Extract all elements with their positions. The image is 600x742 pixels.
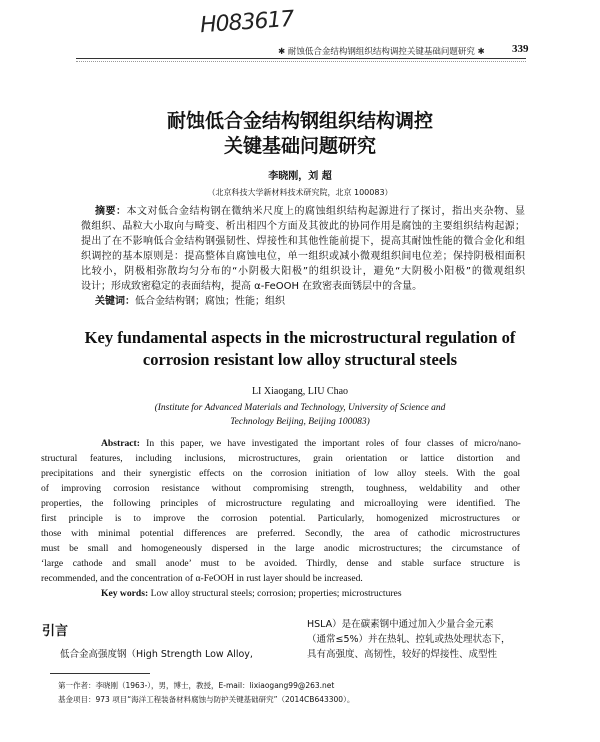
abstract-en-line: recommended, and the concentration of α-FeOOH in rust layer should be increased. (41, 573, 363, 584)
abstract-cn-line: 摘要：本文对低合金结构钢在微纳米尺度上的腐蚀组织结构起源进行了探讨，指出夹杂物、显 (95, 206, 525, 217)
abstract-en-line: those with minimal potential differences are preferred. Secondly, the area of cathodic microstructures (41, 528, 520, 539)
abstract-cn-line: 提出了在不影响低合金结构钢强韧性、焊接性和其他性能前提下，提高其耐蚀性能的微合金化和组 (81, 236, 525, 247)
abstract-en-line: ‘large cathode and small anode’ must to be avoided. Thirdly, dense and stable surface structure is (41, 558, 520, 569)
section-heading: 引言 (42, 624, 69, 639)
authors-en: LI Xiaogang, LIU Chao (251, 386, 349, 397)
abstract-en-line: Abstract: In this paper, we have investigated the important roles of four classes of micro/nano- (101, 438, 522, 449)
body-left-line: 低合金高强度钢（High Strength Low Alloy, (60, 649, 253, 660)
abstract-en-line: properties, the following principles of microstructure regulating and microalloying were identified. The (41, 498, 520, 509)
abstract-cn-line: 比较小，阴极相弥散均匀分布的“小阴极大阳极”的组织设计，避免“大阴极小阳极”的微观组织 (81, 266, 525, 277)
running-header-text: 耐蚀低合金结构钢组织结构调控关键基础问题研究 (287, 47, 475, 57)
title-en-line-1: Key fundamental aspects in the microstructural regulation of (84, 328, 516, 347)
body-right-line: 具有高强度、高韧性，较好的焊接性、成型性 (307, 649, 498, 660)
footnote-rule (50, 673, 150, 674)
abstract-en-line: precipitations and their synergistic effects on the corrosion initiation of low alloy steels. With the goal (41, 468, 520, 479)
affiliation-en-line-2: Technology Beijing, Beijing 100083) (230, 417, 370, 427)
abstract-en-line: structural features, including inclusions, microstructures, grain orientation or lattice distortion and (41, 453, 520, 464)
handwritten-note: H083617 (199, 6, 295, 39)
affiliation-cn: （北京科技大学新材料技术研究院，北京 100083） (207, 188, 393, 197)
affiliation-en-line-1: (Institute for Advanced Materials and Technology, University of Science and (154, 403, 446, 413)
title-cn-line-1: 耐蚀低合金结构钢组织结构调控 (166, 110, 433, 132)
abstract-en-label: Abstract: (101, 438, 140, 449)
header-rule (76, 58, 526, 59)
body-right-line: （通常≤5%）并在热轧、控轧或热处理状态下， (307, 634, 511, 645)
abstract-cn-label: 摘要： (95, 206, 127, 217)
header-rule-dotted (76, 61, 526, 62)
keywords-en: Key words: Low alloy structural steels; corrosion; properties; microstructures (101, 588, 402, 599)
title-cn-line-2: 关键基础问题研究 (223, 135, 376, 157)
abstract-cn-line: 织调控的基本原则是：提高整体自腐蚀电位，单一组织或减小微观组织间电位差；保持阴极相面积 (81, 251, 525, 262)
title-en-line-2: corrosion resistant low alloy structural steels (142, 350, 458, 369)
abstract-en-line: must be small and homogeneously dispersed in the large anodic microstructures; the circumstance of (41, 543, 520, 554)
keywords-cn: 关键词：低合金结构钢；腐蚀；性能；组织 (95, 296, 285, 307)
footnote-funding: 基金项目：973 项目“海洋工程装备材料腐蚀与防护关键基础研究”（2014CB643300）。 (58, 695, 355, 704)
authors-cn: 李晓刚，刘 超 (268, 171, 332, 182)
page-number: 339 (512, 43, 529, 55)
footnote-author: 第一作者：李晓刚（1963-），男，博士，教授，E-mail：lixiaogang99@263.net (58, 681, 335, 690)
abstract-en-line: of improving corrosion resistance without compromising strength, toughness, weldability and other (41, 483, 520, 494)
abstract-en-line: first principle is to improve the corrosion potential. Particularly, homogenized microstructures or (41, 513, 520, 524)
body-right-line: HSLA）是在碳素钢中通过加入少量合金元素 (307, 619, 494, 630)
abstract-cn-line: 设计；形成致密稳定的表面结构，提高 α-FeOOH 在致密表面锈层中的含量。 (81, 281, 423, 292)
running-header: ✱ 耐蚀低合金结构钢组织结构调控关键基础问题研究 ✱ (278, 47, 485, 57)
abstract-cn-line: 微组织、晶粒大小取向与畸变、析出相四个方面及其彼此的协同作用是腐蚀的主要组织结构起源； (81, 221, 525, 232)
